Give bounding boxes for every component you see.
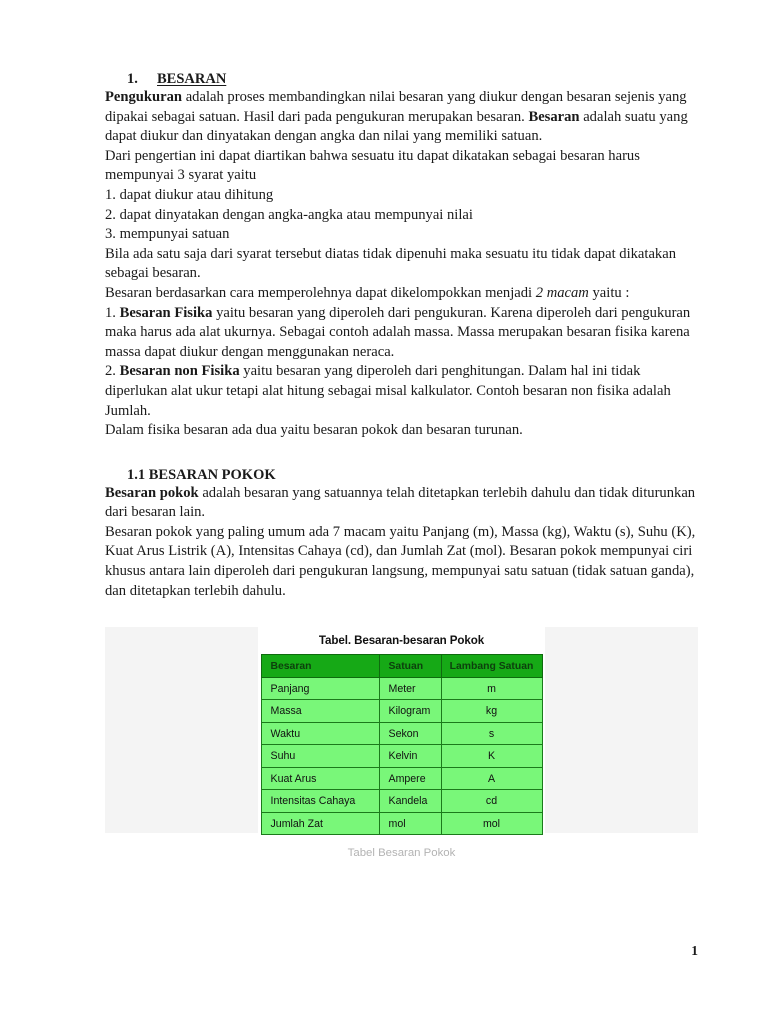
table-row	[261, 790, 542, 813]
cell-besaran: Massa	[261, 700, 379, 723]
table-title: Tabel. Besaran-besaran Pokok	[318, 634, 485, 648]
table-row	[261, 700, 542, 723]
paragraph-kelompok-intro	[105, 284, 698, 304]
term-besaran-fisika: Besaran Fisika	[119, 304, 213, 321]
paragraph-pengukuran	[105, 88, 698, 147]
cell-besaran: Jumlah Zat	[261, 812, 379, 835]
cell-besaran: Waktu	[261, 722, 379, 745]
paragraph-besaran-non-fisika	[105, 362, 698, 421]
cell-satuan: Ampere	[379, 767, 441, 790]
cell-lambang: kg	[441, 700, 542, 723]
table-body	[261, 677, 542, 835]
table-row	[261, 812, 542, 835]
paragraph-dalam-fisika: Dalam fisika besaran ada dua yaitu besaran pokok dan besaran turunan.	[105, 422, 523, 439]
besaran-fisika-text: yaitu besaran yang diperoleh dari pengukuran. Karena diperoleh dari pengukuran maka harus ada alat ukurnya. Sebagai contoh adalah massa. Massa merupakan besaran fisika karena massa dapat diukur dengan menggunakan neraca.	[105, 304, 691, 360]
besaran-pokok-definisi-text: adalah besaran yang satuannya telah ditetapkan terlebih dahulu dan tidak diturunkan dari besaran lain.	[105, 484, 696, 521]
cell-besaran: Suhu	[261, 745, 379, 768]
besaran-non-fisika-number: 2.	[105, 363, 120, 380]
paragraph-syarat-intro: Dari pengertian ini dapat diartikan bahwa sesuatu itu dapat dikatakan sebagai besaran harus mempunyai 3 syarat yaitu	[105, 147, 640, 184]
cell-lambang: A	[441, 767, 542, 790]
cell-satuan: Meter	[379, 677, 441, 700]
list-item-1: 1. dapat diukur atau dihitung	[105, 186, 274, 203]
cell-satuan: Sekon	[379, 722, 441, 745]
column-header-lambang-satuan: Lambang Satuan	[441, 655, 542, 678]
paragraph-pengukuran-part1: adalah proses membandingkan nilai besaran yang diukur dengan besaran sejenis yang dipakai sebagai satuan. Hasil dari pada pengukuran merupakan besaran.	[105, 89, 687, 125]
paragraph-pengukuran-part2: adalah suatu yang dapat diukur dan dinyatakan dengan angka dan nilai yang memiliki satuan.	[105, 108, 688, 145]
besaran-pokok-table	[261, 654, 543, 835]
table-row	[261, 745, 542, 768]
document-page	[105, 0, 698, 1024]
cell-satuan: Kilogram	[379, 700, 441, 723]
cell-besaran: Kuat Arus	[261, 767, 379, 790]
kelompok-intro-part2: yaitu :	[588, 284, 630, 301]
besaran-non-fisika-text: yaitu besaran yang diperoleh dari penghitungan. Dalam hal ini tidak diperlukan alat ukur tetapi alat hitung sebagai misal kalkulator. Contoh besaran non fisika adalah Jumlah.	[105, 363, 671, 419]
table-row	[261, 677, 542, 700]
figure-container	[105, 627, 698, 833]
term-besaran-pokok: Besaran pokok	[105, 484, 199, 501]
section-heading-number: 1.	[127, 71, 138, 87]
term-pengukuran: Pengukuran	[105, 89, 183, 105]
cell-satuan: Kelvin	[379, 745, 441, 768]
cell-besaran: Panjang	[261, 677, 379, 700]
besaran-fisika-number: 1.	[105, 304, 120, 321]
cell-lambang: m	[441, 677, 542, 700]
paragraph-besaran-pokok-detail: Besaran pokok yang paling umum ada 7 macam yaitu Panjang (m), Massa (kg), Waktu (s), Suhu (K), Kuat Arus Listrik (A), Intensitas Cahaya (cd), dan Jumlah Zat (mol). Besaran pokok mempunyai ciri khusus antara lain diperoleh dari pengukuran langsung, mempunyai satu satuan (tidak satuan ganda), dan ditetapkan terlebih dahulu.	[105, 523, 696, 599]
section-heading	[105, 71, 698, 88]
list-item-3: 3. mempunyai satuan	[105, 226, 230, 243]
kelompok-intro-part1: Besaran berdasarkan cara memperolehnya dapat dikelompokkan menjadi	[105, 284, 536, 301]
cell-besaran: Intensitas Cahaya	[261, 790, 379, 813]
emphasis-2-macam: 2 macam	[535, 284, 589, 301]
subsection-heading-besaran-pokok: 1.1 BESARAN POKOK	[127, 466, 276, 483]
paragraph-besaran-pokok-definisi	[105, 484, 698, 523]
cell-satuan: Kandela	[379, 790, 441, 813]
table-row	[261, 722, 542, 745]
column-header-besaran: Besaran	[261, 655, 379, 678]
table-card	[258, 627, 545, 833]
term-besaran-non-fisika: Besaran non Fisika	[119, 363, 240, 380]
cell-lambang: s	[441, 722, 542, 745]
cell-lambang: mol	[441, 812, 542, 835]
section-heading-title: BESARAN	[157, 71, 227, 87]
table-row	[261, 767, 542, 790]
figure-caption: Tabel Besaran Pokok	[347, 847, 456, 860]
term-besaran: Besaran	[528, 108, 580, 125]
cell-lambang: cd	[441, 790, 542, 813]
paragraph-bila-ada-satu: Bila ada satu saja dari syarat tersebut diatas tidak dipenuhi maka sesuatu itu tidak dapat dikatakan sebagai besaran.	[105, 245, 677, 282]
cell-satuan: mol	[379, 812, 441, 835]
cell-lambang: K	[441, 745, 542, 768]
column-header-satuan: Satuan	[379, 655, 441, 678]
paragraph-besaran-fisika	[105, 304, 698, 363]
page-number: 1	[691, 943, 698, 958]
list-item-2: 2. dapat dinyatakan dengan angka-angka atau mempunyai nilai	[105, 206, 473, 223]
table-header-row	[261, 655, 542, 678]
